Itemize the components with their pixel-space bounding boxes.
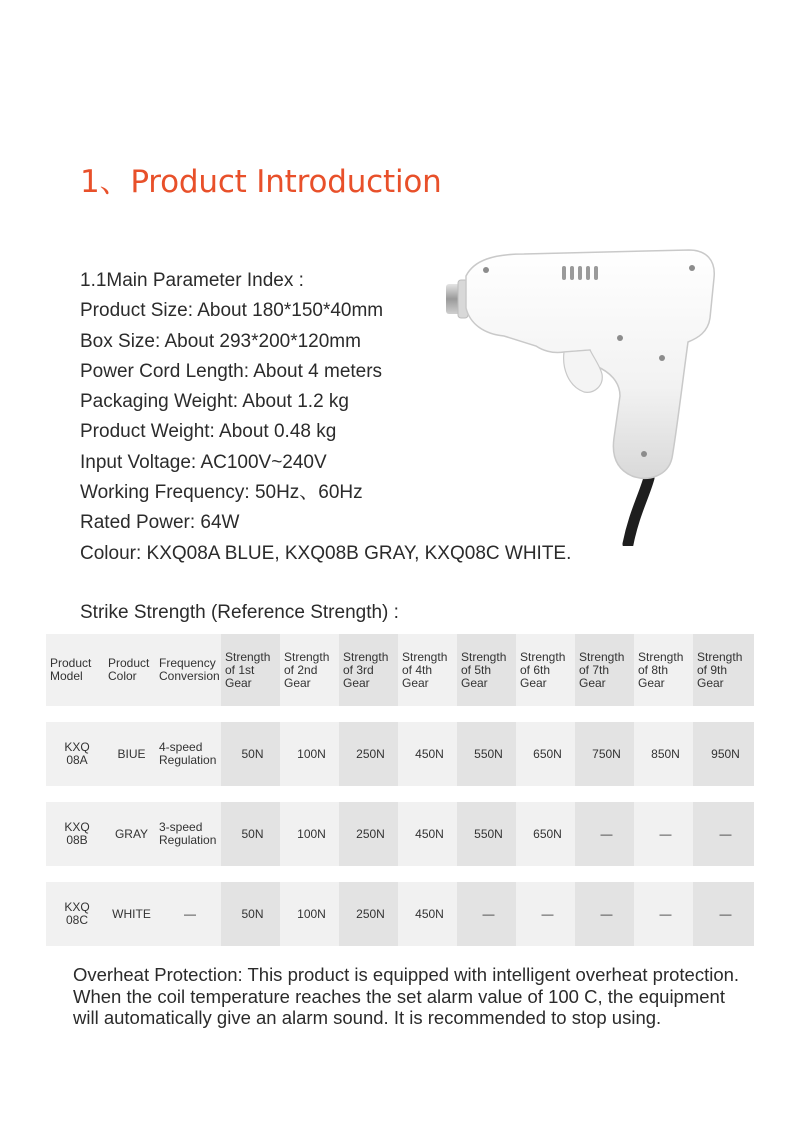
parameter-line: Rated Power: 64W (80, 512, 240, 534)
gear-strength-cell: 50N (221, 802, 280, 866)
frequency-conversion-cell-text: Regulation (159, 833, 217, 847)
table-header-cell (339, 634, 398, 706)
table-row-gap (46, 866, 754, 882)
product-image-chiropractic-gun (444, 246, 734, 546)
gear-strength-cell: 250N (339, 802, 398, 866)
table-row-gap-cell (46, 706, 754, 722)
gear-strength-cell: — (693, 802, 754, 866)
overheat-protection-note: Overheat Protection: This product is equipped with intelligent overheat protection. When the coil temperature reaches the set alarm value of 100 C, the equipment will automatically give an alarm sound. It is recommended to stop using. (73, 964, 740, 1028)
product-model-cell-text: KXQ (64, 820, 90, 834)
gear-strength-cell: 450N (398, 802, 457, 866)
page-title: 1、Product Introduction (80, 164, 442, 200)
gear-strength-cell: 550N (457, 802, 516, 866)
gear-strength-cell: — (516, 882, 575, 946)
table-header-cell-text: Strength (402, 649, 448, 664)
product-model-cell (46, 722, 104, 786)
gear-strength-cell: 100N (280, 802, 339, 866)
gear-strength-cell: — (457, 882, 516, 946)
frequency-conversion-cell-text: 3-speed (159, 820, 203, 834)
table-header-cell-text: Gear (520, 675, 547, 690)
parameter-line: 1.1Main Parameter Index : (80, 270, 304, 291)
gear-strength-cell: — (693, 882, 754, 946)
table-header-cell-text: Strength (461, 649, 507, 664)
product-model-cell-text: KXQ (64, 900, 90, 914)
parameter-line: Power Cord Length: About 4 meters (80, 360, 383, 382)
parameter-line: Product Size: About 180*150*40mm (80, 300, 384, 322)
product-model-cell-text: 08B (66, 833, 88, 847)
product-color-cell: WHITE (104, 882, 155, 946)
gear-strength-cell: 100N (280, 882, 339, 946)
gear-strength-cell: — (634, 882, 693, 946)
product-model-cell-text: 08A (66, 753, 88, 767)
frequency-conversion-cell (155, 802, 221, 866)
table-header-cell-text: Color (108, 669, 137, 683)
table-header-cell-text: Conversion (159, 669, 220, 683)
frequency-conversion-cell-text: Regulation (159, 753, 217, 767)
table-header-cell-text: Strength (579, 649, 625, 664)
table-row (46, 722, 754, 786)
gear-strength-cell: 50N (221, 882, 280, 946)
table-row-gap-cell (46, 866, 754, 882)
parameter-line: Working Frequency: 50Hz、60Hz (80, 482, 363, 504)
product-model-cell-text: 08C (65, 913, 88, 927)
table-row (46, 882, 754, 946)
table-header-cell-text: Strength (284, 649, 330, 664)
table-header-cell-text: Strength (520, 649, 566, 664)
table-header-cell-text: Gear (284, 675, 311, 690)
table-header-cell-text: of 5th (461, 662, 492, 677)
gear-strength-cell: 750N (575, 722, 634, 786)
table-header-cell-text: of 7th (579, 662, 610, 677)
table-header-cell-text: Gear (402, 675, 429, 690)
table-header-cell-text: Product (108, 656, 150, 670)
gear-strength-cell: 50N (221, 722, 280, 786)
table-header-cell-text: of 8th (638, 662, 669, 677)
table-header-cell-text: of 2nd (284, 662, 318, 677)
table-row (46, 802, 754, 866)
table-header-cell (221, 634, 280, 706)
frequency-conversion-cell-text: 4-speed (159, 740, 203, 754)
table-header-cell-text: of 4th (402, 662, 433, 677)
parameter-line: Colour: KXQ08A BLUE, KXQ08B GRAY, KXQ08C WHITE. (80, 542, 572, 564)
table-header-cell (280, 634, 339, 706)
gear-strength-cell: 650N (516, 802, 575, 866)
product-color-cell: GRAY (104, 802, 155, 866)
frequency-conversion-cell (155, 722, 221, 786)
table-row-gap-cell (46, 786, 754, 802)
parameter-line: Packaging Weight: About 1.2 kg (80, 391, 349, 413)
table-header-cell-text: of 1st (225, 662, 255, 677)
table-header-cell-text: of 3rd (343, 662, 374, 677)
parameter-line: Box Size: About 293*200*120mm (80, 330, 361, 352)
gear-strength-cell: 250N (339, 882, 398, 946)
table-header-cell-text: Strength (225, 649, 271, 664)
table-header-cell (155, 634, 221, 706)
gear-strength-cell: 850N (634, 722, 693, 786)
table-header-cell-text: Strength (697, 649, 743, 664)
product-model-cell-text: KXQ (64, 740, 90, 754)
parameter-line: Product Weight: About 0.48 kg (80, 421, 337, 443)
table-header-cell (104, 634, 155, 706)
gear-strength-cell: 550N (457, 722, 516, 786)
table-header-cell (575, 634, 634, 706)
table-header-cell-text: Frequency (159, 656, 216, 670)
table-header-cell (516, 634, 575, 706)
product-model-cell (46, 802, 104, 866)
table-header-cell-text: Gear (225, 675, 252, 690)
gear-strength-cell: 100N (280, 722, 339, 786)
table-header-cell-text: Gear (343, 675, 370, 690)
gear-strength-cell: 450N (398, 722, 457, 786)
table-header-cell-text: Gear (697, 675, 724, 690)
table-header-cell (693, 634, 754, 706)
table-header-cell-text: of 9th (697, 662, 728, 677)
table-row-gap (46, 786, 754, 802)
frequency-conversion-cell (155, 882, 221, 946)
gear-strength-cell: 650N (516, 722, 575, 786)
gear-strength-cell: — (575, 882, 634, 946)
table-header-cell-text: Strength (343, 649, 389, 664)
table-header-cell-text: Product (50, 656, 92, 670)
parameter-line: Input Voltage: AC100V~240V (80, 451, 327, 473)
gear-strength-cell: 950N (693, 722, 754, 786)
table-header-cell-text: Model (50, 669, 83, 683)
gear-strength-cell: 250N (339, 722, 398, 786)
table-header-cell (398, 634, 457, 706)
product-color-cell: BIUE (104, 722, 155, 786)
table-header-row (46, 634, 754, 706)
gear-strength-cell: — (634, 802, 693, 866)
table-header-cell-text: Gear (638, 675, 665, 690)
strike-strength-table (46, 634, 754, 946)
gear-strength-cell: — (575, 802, 634, 866)
product-model-cell (46, 882, 104, 946)
gear-strength-cell: 450N (398, 882, 457, 946)
table-header-cell-text: Gear (579, 675, 606, 690)
frequency-conversion-cell-text: — (184, 906, 196, 921)
table-header-cell-text: Strength (638, 649, 684, 664)
table-header-cell (634, 634, 693, 706)
table-header-cell-text: Gear (461, 675, 488, 690)
table-header-cell (457, 634, 516, 706)
strike-strength-title: Strike Strength (Reference Strength) : (80, 602, 399, 623)
table-header-cell-text: of 6th (520, 662, 551, 677)
table-header-cell (46, 634, 104, 706)
table-row-gap (46, 706, 754, 722)
